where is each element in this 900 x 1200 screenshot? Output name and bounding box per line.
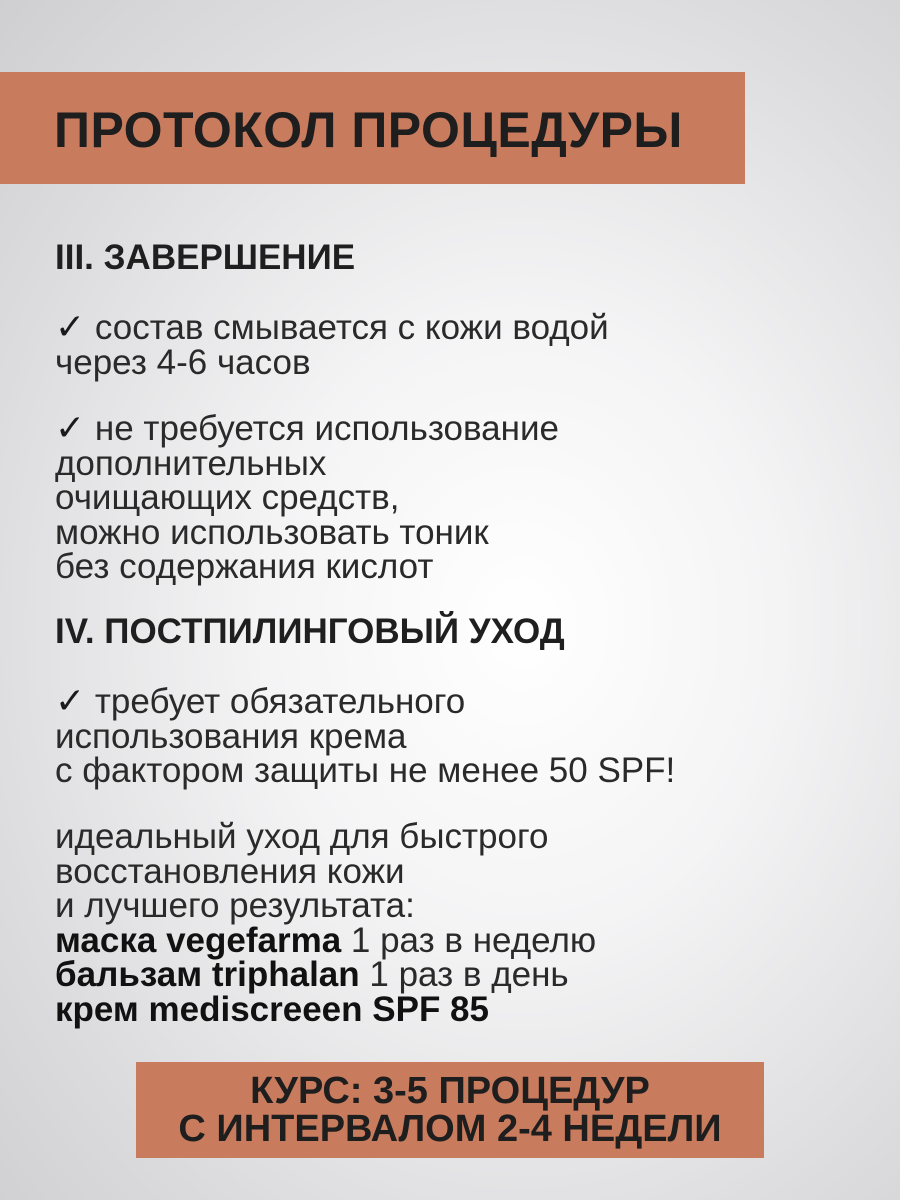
product-name: бальзам triphalan: [55, 955, 360, 994]
product-line: [55, 920, 597, 960]
aftercare-item-spf: ✓ требует обязательного использования крема с фактором защиты не менее 50 SPF!: [55, 680, 676, 790]
completion-item-rinse: ✓ состав смывается с кожи водой через 4-6 часов: [55, 306, 609, 382]
aftercare-products: идеальный уход для быстрого восстановления кожи и лучшего результата: маска vegefarma 1 раз в неделю бальзам triphalan 1 раз в день крем mediscreeen SPF 85: [55, 817, 597, 1029]
product-line: [55, 955, 596, 994]
check-icon: ✓: [55, 407, 86, 448]
product-name: маска vegefarma: [55, 920, 342, 960]
check-icon: ✓: [55, 306, 86, 347]
product-usage: 1 раз в день: [359, 955, 569, 994]
product-name: крем mediscreeen SPF 85: [55, 989, 489, 1029]
product-line: [55, 989, 596, 1029]
product-usage: 1 раз в неделю: [341, 920, 597, 960]
section-heading-aftercare: IV. ПОСТПИЛИНГОВЫЙ УХОД: [55, 612, 565, 651]
completion-item-cleansing: ✓ не требуется использование дополнительных очищающих средств, можно использовать тоник без содержания кислот: [55, 407, 559, 586]
course-info: КУРС: 3-5 ПРОЦЕДУР С ИНТЕРВАЛОМ 2-4 НЕДЕЛИ: [178, 1070, 722, 1150]
page-title: ПРОТОКОЛ ПРОЦЕДУРЫ: [54, 102, 683, 158]
section-heading-completion: III. ЗАВЕРШЕНИЕ: [55, 238, 356, 277]
check-icon: ✓: [55, 680, 86, 721]
